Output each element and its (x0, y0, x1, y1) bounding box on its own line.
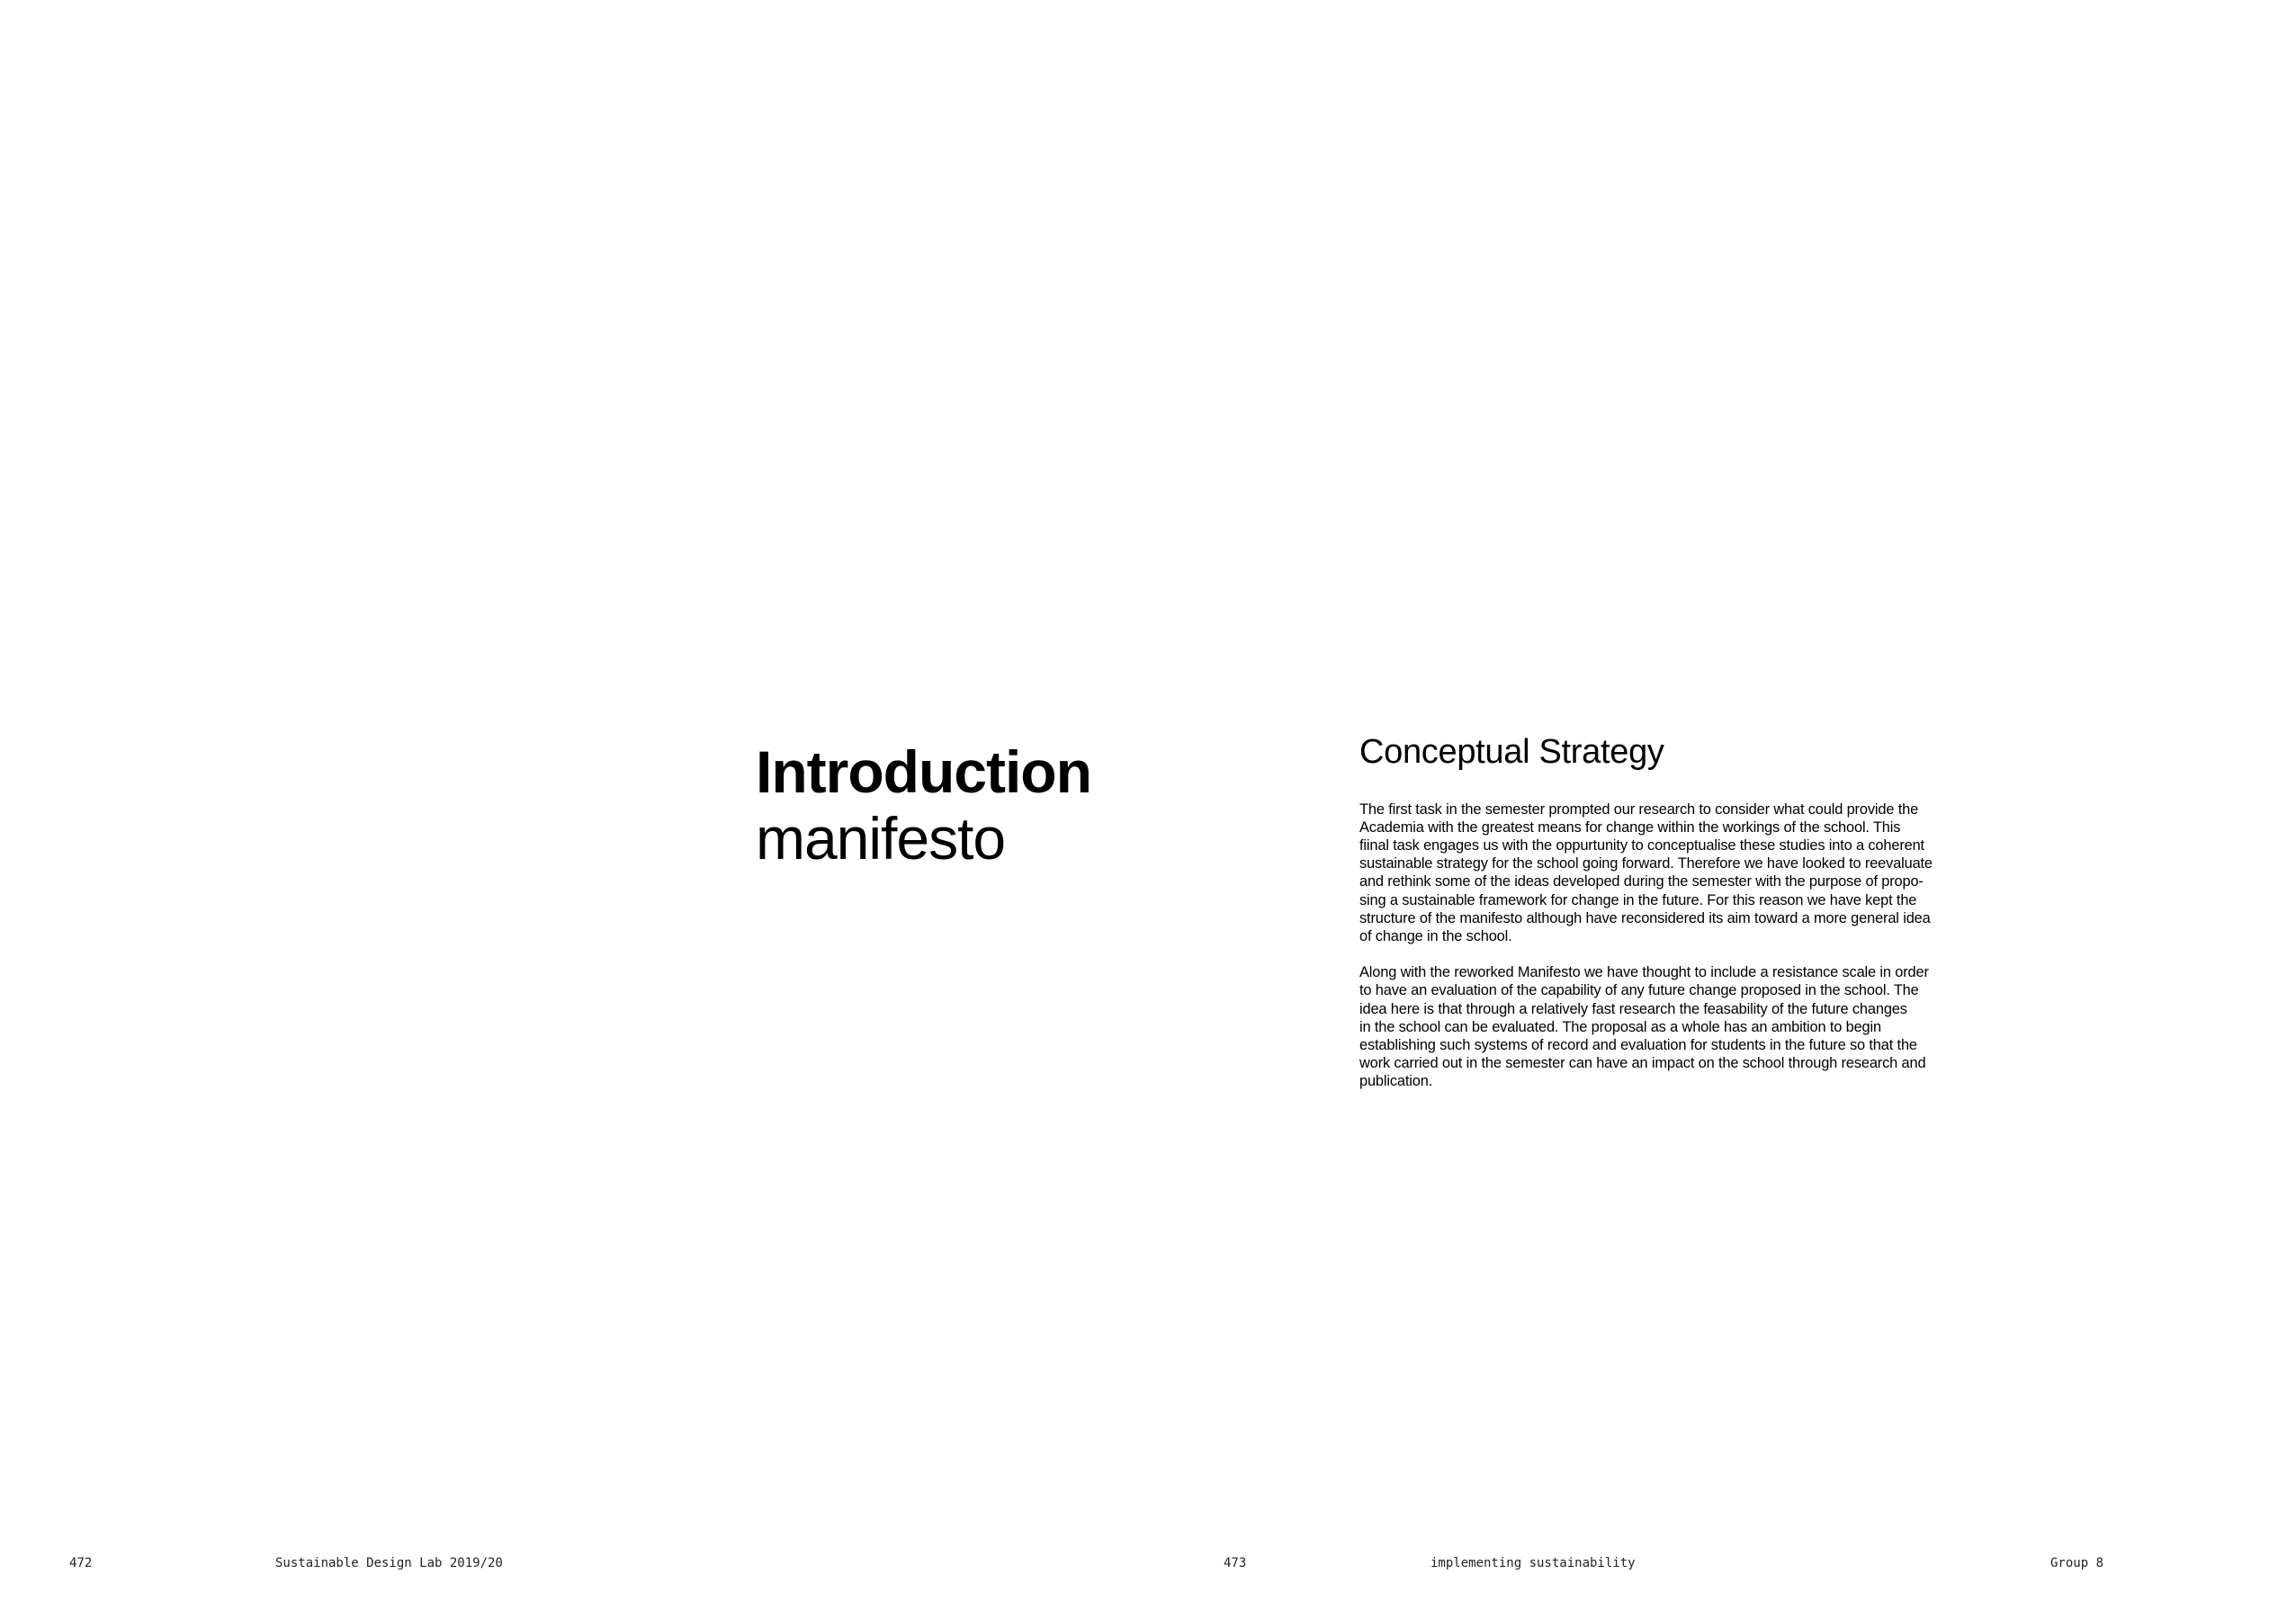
left-running-title: Sustainable Design Lab 2019/20 (275, 1556, 503, 1570)
intro-subtitle: manifesto (756, 804, 1006, 872)
right-page-number: 473 (1224, 1556, 1247, 1570)
intro-title: Introduction (756, 738, 1091, 805)
left-page-number: 472 (69, 1556, 93, 1570)
body-paragraph-2: Along with the reworked Manifesto we have thought to include a resistance scale in order to have an evaluation of the capability of any future change proposed in the school. The idea here is that through a relatively fast research the feasability of the future changes in the school can be evaluated. The proposal as a whole has an ambition to begin establishing such systems of record and evaluation for students in the future so that the work carried out in the semester can have an impact on the school through research and publication. (1359, 964, 1929, 1090)
section-heading: Conceptual Strategy (1359, 733, 1664, 771)
body-paragraph-1: The first task in the semester prompted our research to consider what could provide the Academia with the greatest means for change within the workings of the school. This fiinal task engages us with the oppurtunity to conceptualise these studies into a coherent sustainable strategy for the school going forward. Therefore we have looked to reevaluate and rethink some of the ideas developed during the semester with the purpose of propo- sing a sustainable framework for change in the future. For this reason we have kept the structure of the manifesto although have reconsidered its aim toward a more general idea of change in the school. (1359, 801, 1933, 945)
conceptual-strategy-section (1359, 732, 1971, 1109)
intro-title-block (756, 739, 1091, 872)
group-label: Group 8 (2050, 1556, 2104, 1570)
right-running-title: implementing sustainability (1431, 1556, 1636, 1570)
